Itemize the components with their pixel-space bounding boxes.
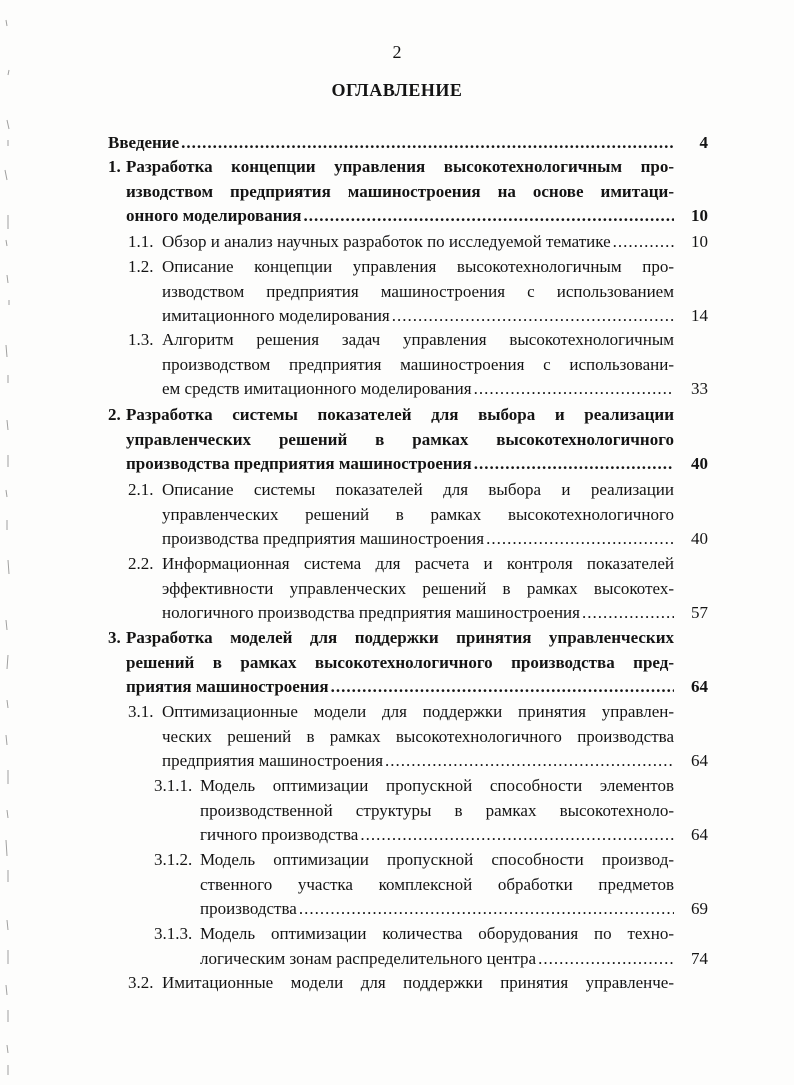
toc-entry-text	[108, 131, 674, 156]
toc-entry-text	[200, 848, 674, 922]
toc-entry-page: 74	[691, 948, 708, 968]
toc-entry-line: имитационного моделирования	[162, 306, 390, 325]
page-number: 2	[392, 42, 402, 62]
dot-leader	[179, 131, 674, 156]
dot-leader	[580, 601, 674, 626]
toc-entry-text	[200, 922, 674, 971]
toc-entry-line: Обзор и анализ научных разработок по исследуемой тематике	[162, 232, 611, 251]
toc-entry-line: логическим зонам распределительного центра	[200, 948, 537, 968]
toc-entry-line: Модель оптимизации пропускной способности производ-	[200, 850, 674, 869]
toc-entry-text	[162, 478, 674, 552]
toc-entry-page: 64	[691, 751, 708, 770]
toc-entry-line: эффективности управленческих решений в рамках высокотех-	[162, 578, 674, 598]
toc-entry-line: производства предприятия машиностроения	[162, 529, 485, 548]
toc-entry-page: 64	[691, 677, 708, 696]
toc-entry-page: 57	[691, 603, 708, 622]
toc-entry-text	[200, 774, 674, 848]
toc-entry-line: изводством предприятия машиностроения с использованием	[162, 281, 674, 301]
toc-entry-line: гичного производства	[200, 825, 359, 844]
toc-entry-line: Описание системы показателей для выбора и реализации	[162, 480, 674, 499]
toc-entry-line: Информационная система для расчета и контроля показателей	[162, 554, 674, 573]
dot-leader	[383, 749, 674, 774]
toc-entry-page: 4	[699, 133, 708, 152]
toc-entry-line: решений в рамках высокотехнологичного производства пред-	[126, 652, 674, 672]
dot-leader	[301, 204, 674, 229]
toc-entry-line: Разработка концепции управления высокотехнологичным про-	[126, 157, 674, 176]
toc-entry-text	[162, 328, 674, 402]
toc-entry-line: онного моделирования	[126, 206, 302, 225]
dot-leader	[484, 527, 674, 552]
dot-leader	[329, 675, 674, 700]
toc-entry-text	[162, 552, 674, 626]
toc-entry-line: ственного участка комплексной обработки предметов	[200, 874, 674, 894]
dot-leader	[297, 897, 674, 922]
toc-entry-page: 40	[691, 454, 708, 473]
toc-entry-number: 1.2.	[128, 257, 154, 276]
toc-entry-text	[126, 626, 674, 700]
toc-entry-page: 33	[691, 379, 708, 398]
toc-entry-line: ем средств имитационного моделирования	[162, 379, 472, 398]
toc-entry-number: 3.1.	[128, 702, 154, 721]
scan-edge-marks	[0, 0, 18, 1085]
dot-leader	[390, 304, 674, 329]
toc-entry-line: Имитационные модели для поддержки принятия управленче-	[162, 973, 674, 992]
toc-entry-text	[162, 230, 674, 255]
toc-entry-text	[126, 155, 674, 229]
dot-leader	[536, 947, 674, 972]
toc-entry-page: 40	[691, 529, 708, 548]
toc-entry-line: Разработка системы показателей для выбора и реализации	[126, 405, 674, 424]
toc-entry-text	[162, 700, 674, 774]
toc-entry-line: Модель оптимизации количества оборудования по техно-	[200, 924, 674, 943]
toc-entry-number: 2.1.	[128, 480, 154, 499]
toc-entry-line: нологичного производства предприятия машиностроения	[162, 603, 580, 622]
toc-title: ОГЛАВЛЕНИЕ	[331, 80, 463, 100]
toc-entry-line: управленческих решений в рамках высокотехнологичного	[162, 504, 674, 524]
toc-entry-line: предприятия машиностроения	[162, 751, 384, 770]
toc-entry-line: производства	[200, 899, 297, 918]
toc-entry-number: 1.3.	[128, 330, 154, 349]
toc-entry-line: ческих решений в рамках высокотехнологичного производства	[162, 726, 674, 746]
toc-entry-number: 3.2.	[128, 973, 154, 992]
toc-entry-number: 3.1.2.	[154, 850, 193, 869]
toc-entry-page: 10	[691, 232, 708, 251]
toc-entry-line: Описание концепции управления высокотехнологичным про-	[162, 257, 674, 276]
toc-entry-text	[126, 403, 674, 477]
toc-entry-number: 2.2.	[128, 554, 154, 573]
toc-entry-page: 10	[691, 206, 708, 225]
toc-entry-line: Модель оптимизации пропускной способности элементов	[200, 776, 674, 795]
toc-entry-line: изводством предприятия машиностроения на основе имитаци-	[126, 181, 674, 201]
toc-entry-line: производственной структуры в рамках высокотехноло-	[200, 800, 674, 820]
dot-leader	[611, 230, 674, 255]
dot-leader	[472, 377, 674, 402]
toc-entry-page: 69	[691, 899, 708, 918]
toc-entry-number: 1.1.	[128, 232, 154, 251]
toc-entry-number: 3.	[108, 628, 121, 647]
dot-leader	[358, 823, 674, 848]
toc-entry-page: 14	[691, 306, 708, 325]
toc-entry-line: управленческих решений в рамках высокотехнологичного	[126, 429, 674, 449]
toc-entry-number: 1.	[108, 157, 121, 176]
dot-leader	[472, 452, 674, 477]
toc-entry-text	[162, 971, 674, 996]
toc-entry-number: 3.1.3.	[154, 924, 193, 943]
toc-entry-line: производства предприятия машиностроения	[126, 454, 472, 473]
toc-entry-number: 3.1.1.	[154, 776, 193, 795]
toc-entry-line: Разработка моделей для поддержки принятия управленческих	[126, 628, 674, 647]
toc-entry-line: Алгоритм решения задач управления высокотехнологичным	[162, 330, 674, 349]
toc-entry-page: 64	[691, 825, 708, 844]
toc-entry-line: приятия машиностроения	[126, 677, 329, 696]
toc-entry-number: 2.	[108, 405, 121, 424]
toc-entry-line: Оптимизационные модели для поддержки принятия управлен-	[162, 702, 674, 721]
toc-entry-line: Введение	[108, 133, 180, 152]
toc-entry-text	[162, 255, 674, 329]
toc-entry-line: производством предприятия машиностроения с использовани-	[162, 354, 674, 374]
